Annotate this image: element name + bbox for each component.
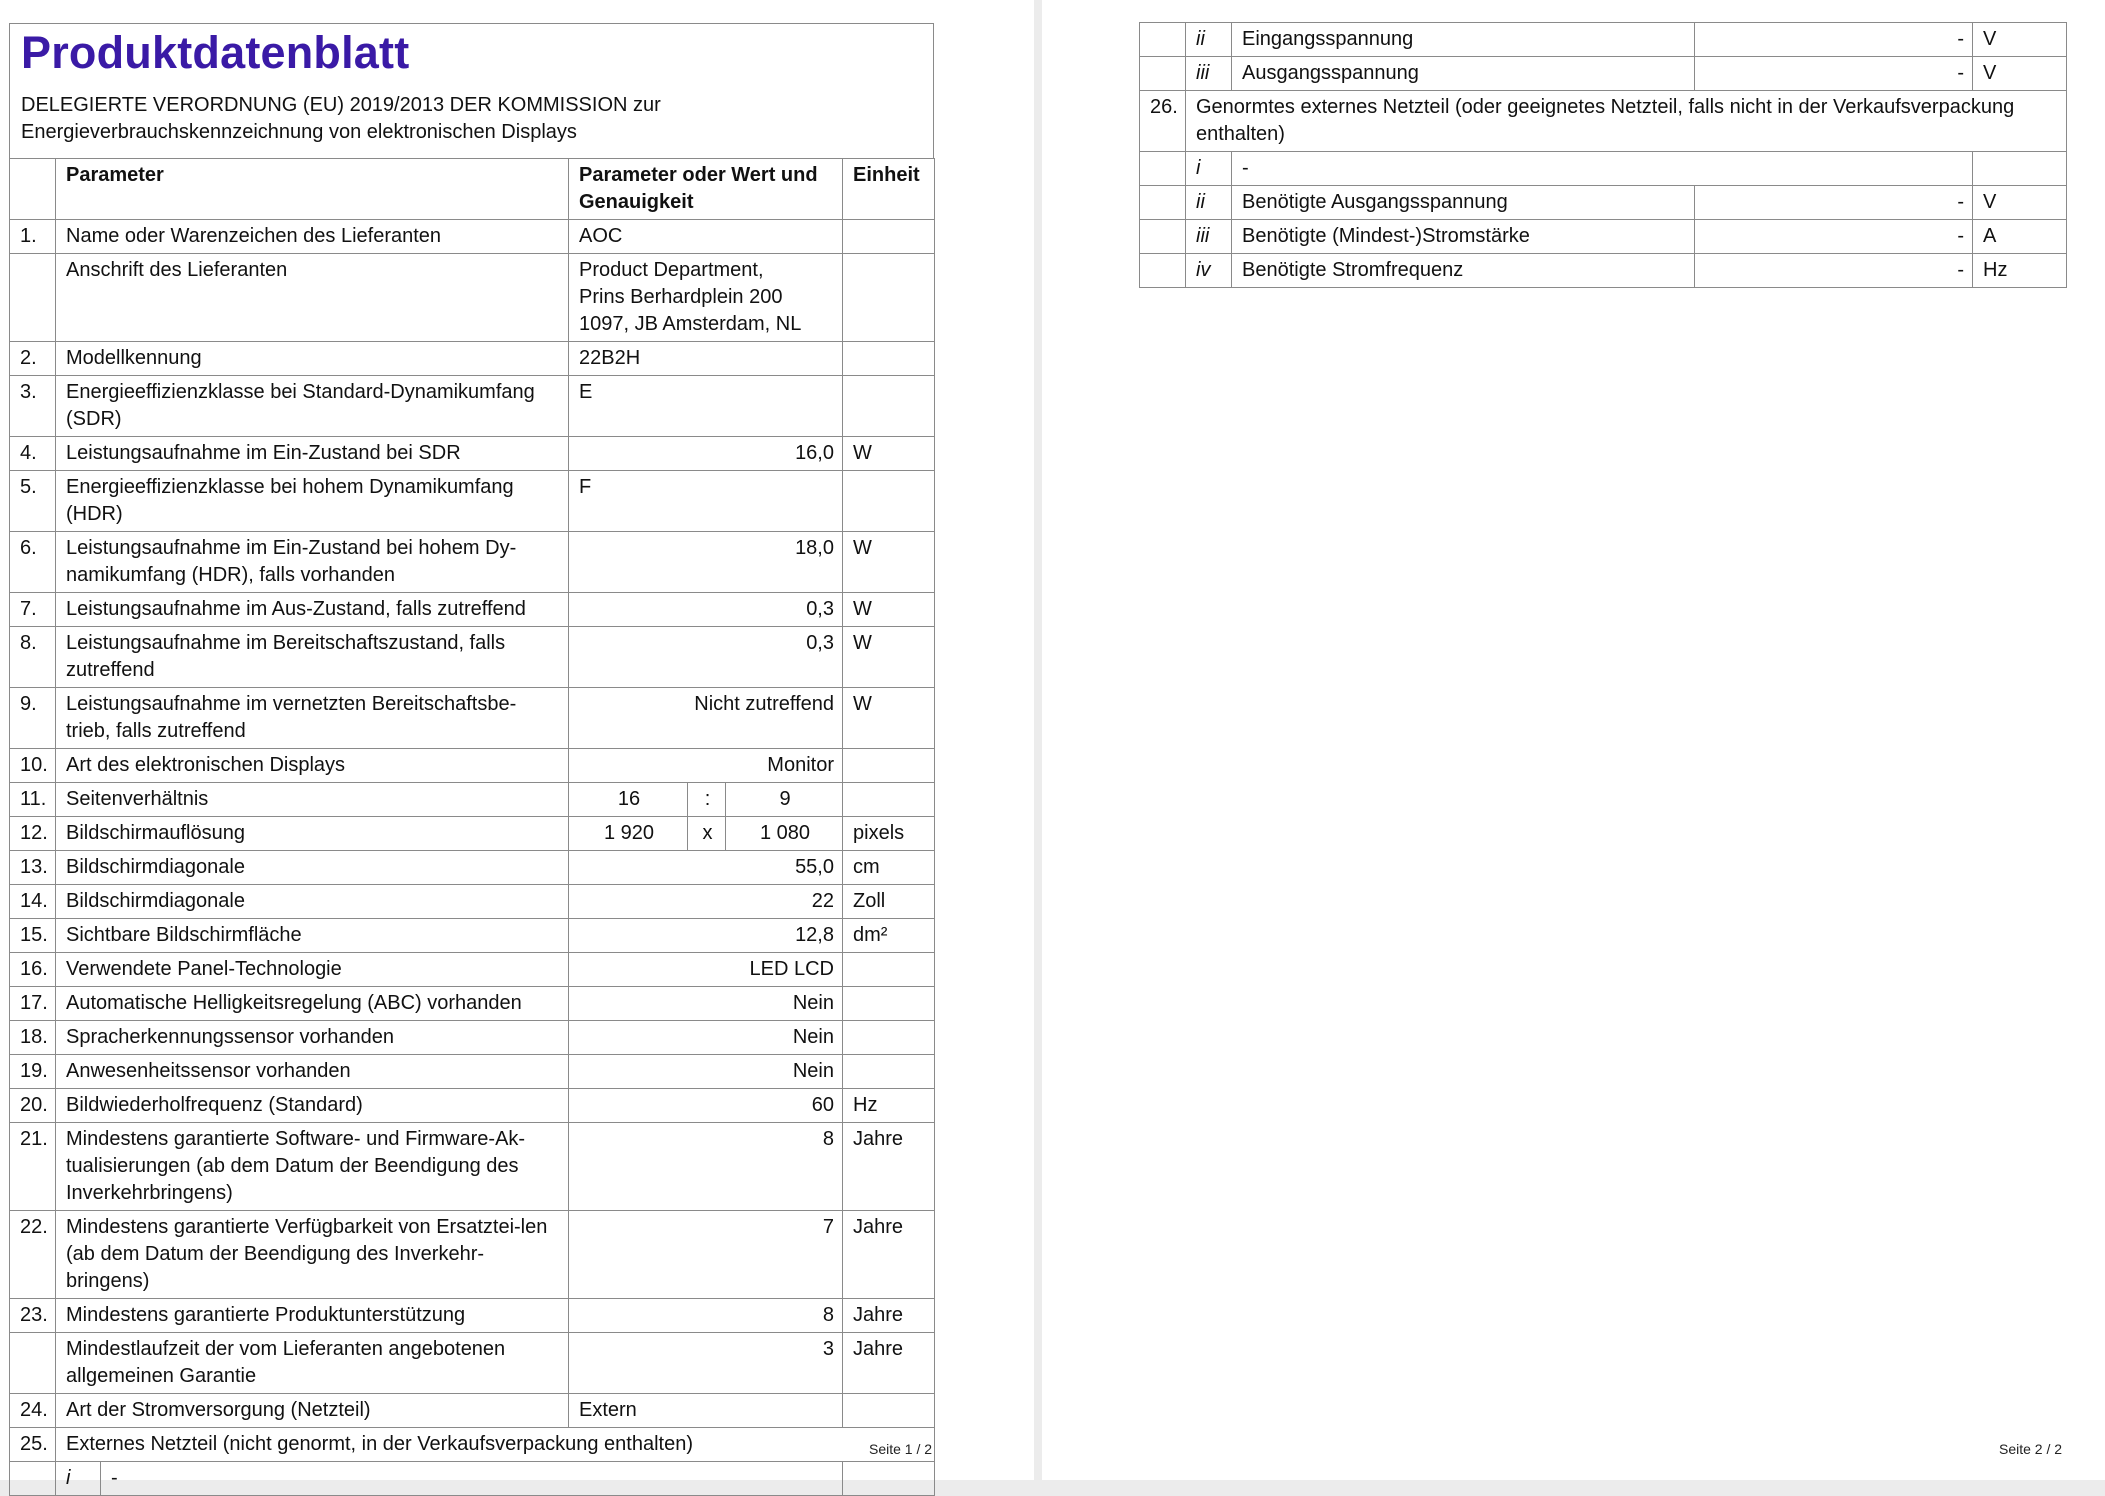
row-parameter: Spracherkennungssensor vorhanden <box>56 1021 569 1055</box>
table-row <box>1140 91 2067 152</box>
row-value: 18,0 <box>569 532 843 593</box>
table-row <box>10 1089 935 1123</box>
row-parameter: Modellkennung <box>56 342 569 376</box>
table-row <box>10 376 935 437</box>
row-parameter: Name oder Warenzeichen des Lieferanten <box>56 220 569 254</box>
row-number: 23. <box>10 1299 56 1333</box>
row-parameter: Leistungsaufnahme im Aus-Zustand, falls zutreffend <box>56 593 569 627</box>
row-number: 10. <box>10 749 56 783</box>
power-supply-table <box>1139 22 2067 288</box>
table-row <box>10 1055 935 1089</box>
table-row <box>10 1333 935 1394</box>
header-unit: Einheit <box>843 159 935 220</box>
header-value: Parameter oder Wert und Genauigkeit <box>569 159 843 220</box>
row-unit <box>843 783 935 817</box>
row-unit: W <box>843 688 935 749</box>
subrow-parameter: Benötigte (Mindest-)Stromstärke <box>1232 220 1695 254</box>
row-value: 8 <box>569 1123 843 1211</box>
resolution-height: 1 080 <box>726 817 843 851</box>
table-subrow <box>1140 57 2067 91</box>
row-number: 9. <box>10 688 56 749</box>
row-number <box>10 1462 56 1496</box>
row-value: Nein <box>569 1055 843 1089</box>
row-number <box>10 1333 56 1394</box>
row-number <box>1140 23 1186 57</box>
table-row <box>10 220 935 254</box>
row-unit: W <box>843 627 935 688</box>
row-value: F <box>569 471 843 532</box>
row-number: 17. <box>10 987 56 1021</box>
row-number <box>1140 152 1186 186</box>
subrow-value: - <box>101 1462 843 1496</box>
row-number: 18. <box>10 1021 56 1055</box>
row-number: 25. <box>10 1428 56 1462</box>
row-unit <box>843 220 935 254</box>
row-parameter: Automatische Helligkeitsregelung (ABC) vorhanden <box>56 987 569 1021</box>
row-value: 12,8 <box>569 919 843 953</box>
row-unit <box>843 342 935 376</box>
row-unit <box>843 1462 935 1496</box>
row-value: Product Department, Prins Berhardplein 200 1097, JB Amsterdam, NL <box>569 254 843 342</box>
row-unit: W <box>843 593 935 627</box>
table-row <box>10 817 935 851</box>
row-number: 20. <box>10 1089 56 1123</box>
regulation-subtitle <box>21 92 922 146</box>
table-row <box>10 1123 935 1211</box>
row-parameter: Mindestens garantierte Software- und Firmware-Ak-tualisierungen (ab dem Datum der Beendigung des Inverkehrbringens) <box>56 1123 569 1211</box>
subrow-label: ii <box>1186 186 1232 220</box>
row-unit: pixels <box>843 817 935 851</box>
row-number: 26. <box>1140 91 1186 152</box>
row-number <box>1140 186 1186 220</box>
row-number: 1. <box>10 220 56 254</box>
row-number: 21. <box>10 1123 56 1211</box>
row-value: Monitor <box>569 749 843 783</box>
row-number: 3. <box>10 376 56 437</box>
row-parameter: Mindestens garantierte Verfügbarkeit von Ersatztei-len (ab dem Datum der Beendigung des Inverkehr-bringens) <box>56 1211 569 1299</box>
row-parameter: Energieeffizienzklasse bei Standard-Dynamikumfang (SDR) <box>56 376 569 437</box>
row-unit: W <box>843 437 935 471</box>
row-value: 60 <box>569 1089 843 1123</box>
row-unit <box>843 987 935 1021</box>
row-number <box>1140 57 1186 91</box>
table-row <box>10 1299 935 1333</box>
row-number: 16. <box>10 953 56 987</box>
table-subrow <box>1140 23 2067 57</box>
row-number: 4. <box>10 437 56 471</box>
row-unit: Hz <box>1973 254 2067 288</box>
subrow-value: - <box>1232 152 1973 186</box>
row-value: 0,3 <box>569 627 843 688</box>
table-row <box>10 437 935 471</box>
row-value: 3 <box>569 1333 843 1394</box>
subrow-parameter: Eingangsspannung <box>1232 23 1695 57</box>
row-value: Nein <box>569 1021 843 1055</box>
row-parameter: Energieeffizienzklasse bei hohem Dynamikumfang (HDR) <box>56 471 569 532</box>
row-parameter: Anschrift des Lieferanten <box>56 254 569 342</box>
resolution-separator: x <box>688 817 726 851</box>
subrow-parameter: Ausgangsspannung <box>1232 57 1695 91</box>
subrow-label: iv <box>1186 254 1232 288</box>
row-parameter: Seitenverhältnis <box>56 783 569 817</box>
row-unit <box>843 953 935 987</box>
row-number: 19. <box>10 1055 56 1089</box>
row-value: 8 <box>569 1299 843 1333</box>
row-unit: dm² <box>843 919 935 953</box>
row-parameter: Bildschirmdiagonale <box>56 885 569 919</box>
subtitle-line-1: DELEGIERTE VERORDNUNG (EU) 2019/2013 DER KOMMISSION zur <box>21 94 661 116</box>
page-1 <box>0 0 1034 1489</box>
row-parameter: Leistungsaufnahme im vernetzten Bereitschaftsbe-trieb, falls zutreffend <box>56 688 569 749</box>
row-parameter: Art des elektronischen Displays <box>56 749 569 783</box>
row-value: E <box>569 376 843 437</box>
row-unit <box>843 376 935 437</box>
subrow-parameter: Benötigte Stromfrequenz <box>1232 254 1695 288</box>
row-number: 5. <box>10 471 56 532</box>
row-number: 13. <box>10 851 56 885</box>
row-number: 11. <box>10 783 56 817</box>
table-row <box>10 627 935 688</box>
subtitle-line-2: Energieverbrauchskennzeichnung von elektronischen Displays <box>21 121 577 143</box>
table-row <box>10 471 935 532</box>
table-row <box>10 953 935 987</box>
subrow-parameter: Benötigte Ausgangsspannung <box>1232 186 1695 220</box>
row-parameter: Verwendete Panel-Technologie <box>56 953 569 987</box>
row-value: 55,0 <box>569 851 843 885</box>
row-value: AOC <box>569 220 843 254</box>
table-row <box>10 919 935 953</box>
row-unit <box>843 254 935 342</box>
row-parameter: Externes Netzteil (nicht genormt, in der Verkaufsverpackung enthalten) <box>56 1428 935 1462</box>
product-data-table <box>9 158 935 1496</box>
row-unit <box>843 1394 935 1428</box>
row-value: 22B2H <box>569 342 843 376</box>
table-row <box>10 851 935 885</box>
table-row <box>10 1211 935 1299</box>
row-unit <box>843 749 935 783</box>
row-number: 12. <box>10 817 56 851</box>
subrow-value: - <box>1695 254 1973 288</box>
row-number: 8. <box>10 627 56 688</box>
row-number <box>1140 254 1186 288</box>
subrow-value: - <box>1695 57 1973 91</box>
row-number: 24. <box>10 1394 56 1428</box>
row-value: 0,3 <box>569 593 843 627</box>
row-value: 22 <box>569 885 843 919</box>
row-value: Nicht zutreffend <box>569 688 843 749</box>
row-unit: Jahre <box>843 1123 935 1211</box>
row-parameter: Bildschirmdiagonale <box>56 851 569 885</box>
row-number: 6. <box>10 532 56 593</box>
table-subrow <box>1140 186 2067 220</box>
subrow-label: ii <box>1186 23 1232 57</box>
row-number: 15. <box>10 919 56 953</box>
row-parameter: Leistungsaufnahme im Ein-Zustand bei SDR <box>56 437 569 471</box>
row-unit <box>843 1021 935 1055</box>
row-number <box>10 254 56 342</box>
table-header-row <box>10 159 935 220</box>
row-unit: Jahre <box>843 1333 935 1394</box>
document-title: Produktdatenblatt <box>21 27 410 78</box>
row-unit: Jahre <box>843 1299 935 1333</box>
subrow-label: iii <box>1186 57 1232 91</box>
table-row <box>10 749 935 783</box>
row-number: 22. <box>10 1211 56 1299</box>
row-unit <box>843 1055 935 1089</box>
resolution-width: 1 920 <box>569 817 688 851</box>
table-row <box>10 1394 935 1428</box>
table-row <box>10 1021 935 1055</box>
row-unit: cm <box>843 851 935 885</box>
row-unit <box>1973 152 2067 186</box>
row-value: Nein <box>569 987 843 1021</box>
aspect-ratio-height: 9 <box>726 783 843 817</box>
row-value: LED LCD <box>569 953 843 987</box>
subrow-label: i <box>1186 152 1232 186</box>
row-unit: Hz <box>843 1089 935 1123</box>
row-parameter: Leistungsaufnahme im Ein-Zustand bei hohem Dy-namikumfang (HDR), falls vorhanden <box>56 532 569 593</box>
aspect-ratio-separator: : <box>688 783 726 817</box>
table-row <box>10 254 935 342</box>
row-value: 7 <box>569 1211 843 1299</box>
row-unit: V <box>1973 23 2067 57</box>
row-unit: W <box>843 532 935 593</box>
row-unit: V <box>1973 186 2067 220</box>
row-value: Extern <box>569 1394 843 1428</box>
subrow-value: - <box>1695 220 1973 254</box>
subrow-label: iii <box>1186 220 1232 254</box>
row-unit: Zoll <box>843 885 935 919</box>
page-footer: Seite 1 / 2 <box>869 1441 933 1457</box>
table-row <box>10 1428 935 1462</box>
row-parameter: Mindestlaufzeit der vom Lieferanten angebotenen allgemeinen Garantie <box>56 1333 569 1394</box>
table-row <box>10 593 935 627</box>
row-parameter: Art der Stromversorgung (Netzteil) <box>56 1394 569 1428</box>
row-number: 7. <box>10 593 56 627</box>
row-unit <box>843 471 935 532</box>
subrow-value: - <box>1695 23 1973 57</box>
page-footer: Seite 2 / 2 <box>1999 1441 2063 1457</box>
row-unit: V <box>1973 57 2067 91</box>
subrow-value: - <box>1695 186 1973 220</box>
table-row <box>10 885 935 919</box>
table-row <box>10 987 935 1021</box>
row-number: 2. <box>10 342 56 376</box>
row-number <box>1140 220 1186 254</box>
title-block <box>9 23 934 158</box>
aspect-ratio-width: 16 <box>569 783 688 817</box>
row-value: 16,0 <box>569 437 843 471</box>
row-number: 14. <box>10 885 56 919</box>
table-row <box>10 688 935 749</box>
table-subrow <box>1140 220 2067 254</box>
row-parameter: Leistungsaufnahme im Bereitschaftszustand, falls zutreffend <box>56 627 569 688</box>
row-parameter: Mindestens garantierte Produktunterstützung <box>56 1299 569 1333</box>
header-parameter: Parameter <box>56 159 569 220</box>
row-unit: Jahre <box>843 1211 935 1299</box>
row-parameter: Bildwiederholfrequenz (Standard) <box>56 1089 569 1123</box>
subrow-label: i <box>56 1462 101 1496</box>
table-subrow <box>10 1462 935 1496</box>
row-unit: A <box>1973 220 2067 254</box>
row-parameter: Genormtes externes Netzteil (oder geeignetes Netzteil, falls nicht in der Verkaufsverpackung enthalten) <box>1186 91 2067 152</box>
table-row <box>10 532 935 593</box>
row-parameter: Bildschirmauflösung <box>56 817 569 851</box>
table-row <box>10 783 935 817</box>
table-row <box>10 342 935 376</box>
row-parameter: Sichtbare Bildschirmfläche <box>56 919 569 953</box>
table-subrow <box>1140 152 2067 186</box>
row-parameter: Anwesenheitssensor vorhanden <box>56 1055 569 1089</box>
header-num-cell <box>10 159 56 220</box>
table-subrow <box>1140 254 2067 288</box>
